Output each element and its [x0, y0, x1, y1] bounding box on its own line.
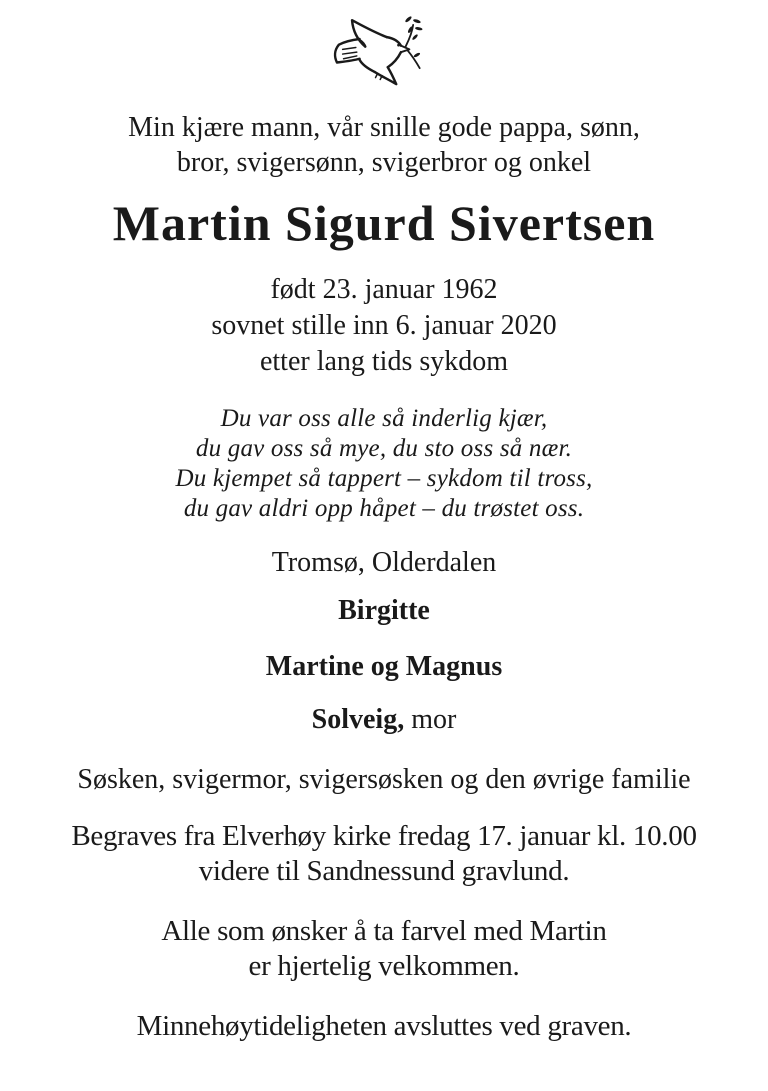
mourner-relation: mor	[404, 704, 457, 735]
intro-line-2: bror, svigersønn, svigerbror og onkel	[176, 147, 592, 178]
mourner-row	[0, 594, 768, 628]
location-line: Tromsø, Olderdalen	[271, 547, 497, 578]
deceased-name: Martin Sigurd Sivertsen	[112, 195, 656, 251]
welcome-line-2: er hjertelig velkommen.	[248, 950, 520, 982]
mourner-row	[0, 650, 768, 684]
funeral-details	[0, 819, 768, 889]
welcome-line-1: Alle som ønsker å ta farvel med Martin	[161, 915, 607, 947]
verse-line-1: Du var oss alle så inderlig kjær,	[220, 405, 548, 432]
funeral-line-1: Begraves fra Elverhøy kirke fredag 17. januar kl. 10.00	[71, 820, 697, 852]
life-dates	[0, 272, 768, 380]
memorial-verse	[0, 404, 768, 524]
welcome-lines	[0, 914, 768, 984]
verse-line-3: Du kjempet så tappert – sykdom til tross,	[175, 465, 593, 492]
verse-line-2: du gav oss så mye, du sto oss så nær.	[195, 435, 573, 462]
family-line: Søsken, svigermor, svigersøsken og den øvrige familie	[77, 764, 691, 795]
mourner-name: Martine og Magnus	[265, 651, 503, 682]
mourner-name: Solveig,	[311, 704, 405, 735]
mourner-row	[0, 703, 768, 737]
intro-lines	[0, 110, 768, 180]
verse-line-4: du gav aldri opp håpet – du trøstet oss.	[183, 495, 585, 522]
funeral-line-2: videre til Sandnessund gravlund.	[198, 855, 570, 887]
birth-date: født 23. januar 1962	[270, 274, 498, 305]
intro-line-1: Min kjære mann, vår snille gode pappa, sønn,	[128, 112, 640, 143]
death-cause: etter lang tids sykdom	[259, 346, 509, 377]
mourner-name: Birgitte	[338, 595, 430, 626]
closing-line: Minnehøytideligheten avsluttes ved graven.	[136, 1010, 632, 1042]
death-date: sovnet stille inn 6. januar 2020	[211, 310, 557, 341]
obituary-page	[0, 8, 768, 1043]
dove-icon	[317, 8, 451, 102]
